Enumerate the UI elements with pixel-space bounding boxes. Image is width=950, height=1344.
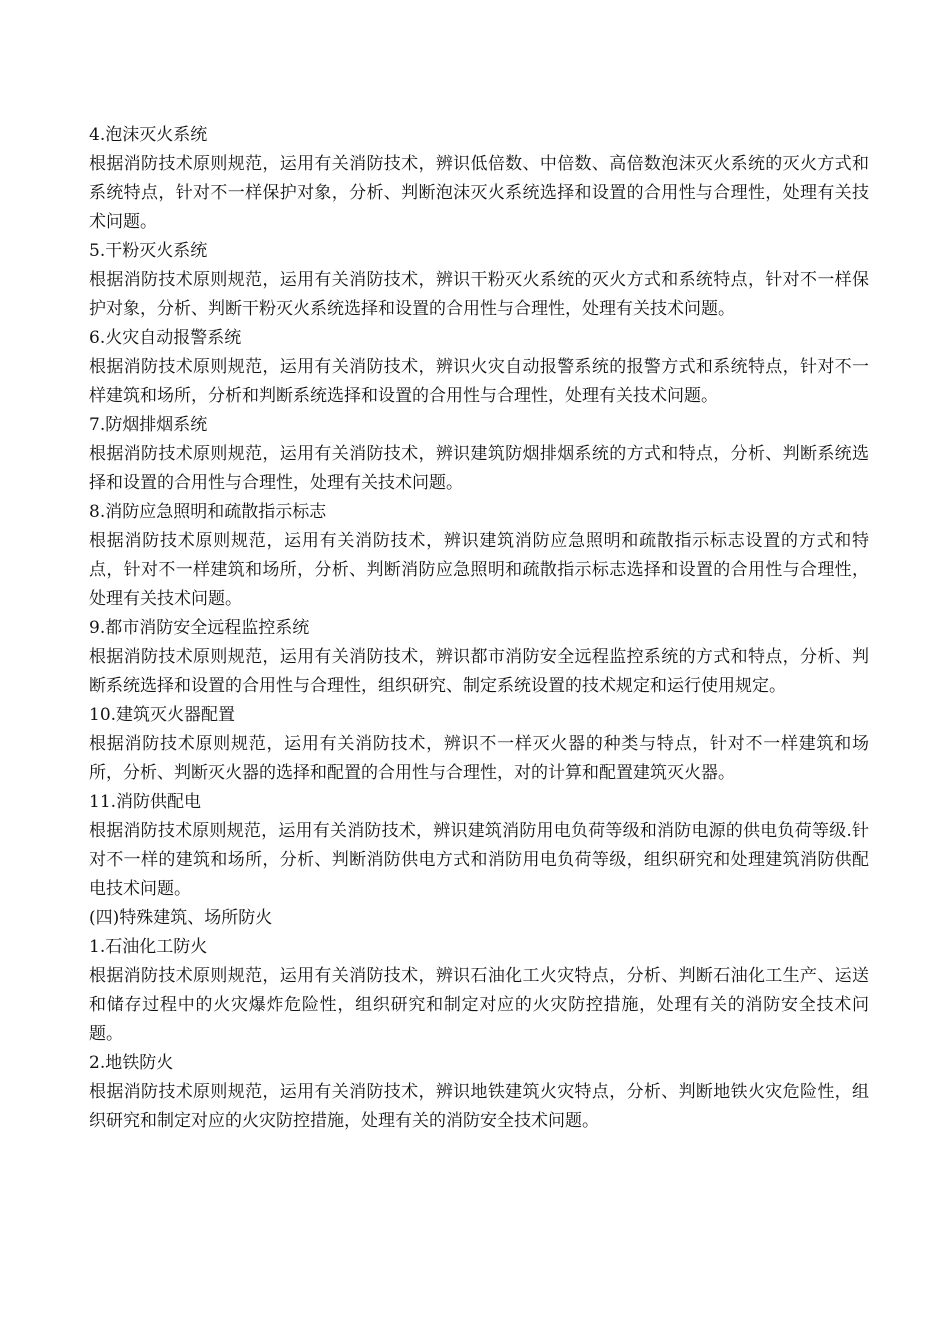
section-paragraph: 根据消防技术原则规范，运用有关消防技术，辨识石油化工火灾特点，分析、判断石油化工生产、运送和储存过程中的火灾爆炸危险性，组织研究和制定对应的火灾防控措施，处理有关的消防安全技术问题。 — [89, 966, 869, 1044]
section-heading: (四)特殊建筑、场所防火 — [89, 908, 273, 928]
section-heading: 1.石油化工防火 — [89, 937, 208, 957]
section-petrochemical — [89, 933, 869, 1049]
section-paragraph: 根据消防技术原则规范，运用有关消防技术，辨识建筑消防用电负荷等级和消防电源的供电负荷等级.针对不一样的建筑和场所，分析、判断消防供电方式和消防用电负荷等级，组织研究和处理建筑消防供配电技术问题。 — [89, 821, 869, 899]
section-paragraph: 根据消防技术原则规范，运用有关消防技术，辨识都市消防安全远程监控系统的方式和特点，分析、判断系统选择和设置的合用性与合理性，组织研究、制定系统设置的技术规定和运行使用规定。 — [89, 647, 869, 696]
section-emergency-lighting — [89, 498, 869, 614]
section-foam-extinguishing — [89, 121, 869, 237]
section-paragraph: 根据消防技术原则规范，运用有关消防技术，辨识干粉灭火系统的灭火方式和系统特点，针对不一样保护对象，分析、判断干粉灭火系统选择和设置的合用性与合理性，处理有关技术问题。 — [89, 270, 869, 319]
section-paragraph: 根据消防技术原则规范，运用有关消防技术，辨识低倍数、中倍数、高倍数泡沫灭火系统的灭火方式和系统特点，针对不一样保护对象，分析、判断泡沫灭火系统选择和设置的合用性与合理性，处理有关技术问题。 — [89, 154, 869, 232]
section-special-buildings — [89, 904, 869, 933]
section-paragraph: 根据消防技术原则规范，运用有关消防技术，辨识地铁建筑火灾特点，分析、判断地铁火灾危险性，组织研究和制定对应的火灾防控措施，处理有关的消防安全技术问题。 — [89, 1082, 869, 1131]
section-heading: 11.消防供配电 — [89, 792, 202, 812]
section-heading: 5.干粉灭火系统 — [89, 241, 208, 261]
section-heading: 7.防烟排烟系统 — [89, 415, 208, 435]
section-paragraph: 根据消防技术原则规范，运用有关消防技术，辨识不一样灭火器的种类与特点，针对不一样建筑和场所，分析、判断灭火器的选择和配置的合用性与合理性，对的计算和配置建筑灭火器。 — [89, 734, 869, 783]
section-paragraph: 根据消防技术原则规范，运用有关消防技术，辨识火灾自动报警系统的报警方式和系统特点，针对不一样建筑和场所，分析和判断系统选择和设置的合用性与合理性，处理有关技术问题。 — [89, 357, 869, 406]
section-power-supply — [89, 788, 869, 904]
section-heading: 6.火灾自动报警系统 — [89, 328, 242, 348]
section-fire-alarm — [89, 324, 869, 411]
section-heading: 2.地铁防火 — [89, 1053, 174, 1073]
section-dry-powder — [89, 237, 869, 324]
section-extinguisher-config — [89, 701, 869, 788]
section-smoke-exhaust — [89, 411, 869, 498]
section-heading: 4.泡沫灭火系统 — [89, 125, 208, 145]
section-heading: 8.消防应急照明和疏散指示标志 — [89, 502, 327, 522]
section-paragraph: 根据消防技术原则规范，运用有关消防技术，辨识建筑防烟排烟系统的方式和特点，分析、判断系统选择和设置的合用性与合理性，处理有关技术问题。 — [89, 444, 869, 493]
section-heading: 9.都市消防安全远程监控系统 — [89, 618, 310, 638]
document-page — [89, 121, 869, 1136]
section-remote-monitoring — [89, 614, 869, 701]
section-paragraph: 根据消防技术原则规范，运用有关消防技术，辨识建筑消防应急照明和疏散指示标志设置的方式和特点，针对不一样建筑和场所，分析、判断消防应急照明和疏散指示标志选择和设置的合用性与合理性，处理有关技术问题。 — [89, 531, 869, 609]
section-subway — [89, 1049, 869, 1136]
section-heading: 10.建筑灭火器配置 — [89, 705, 236, 725]
